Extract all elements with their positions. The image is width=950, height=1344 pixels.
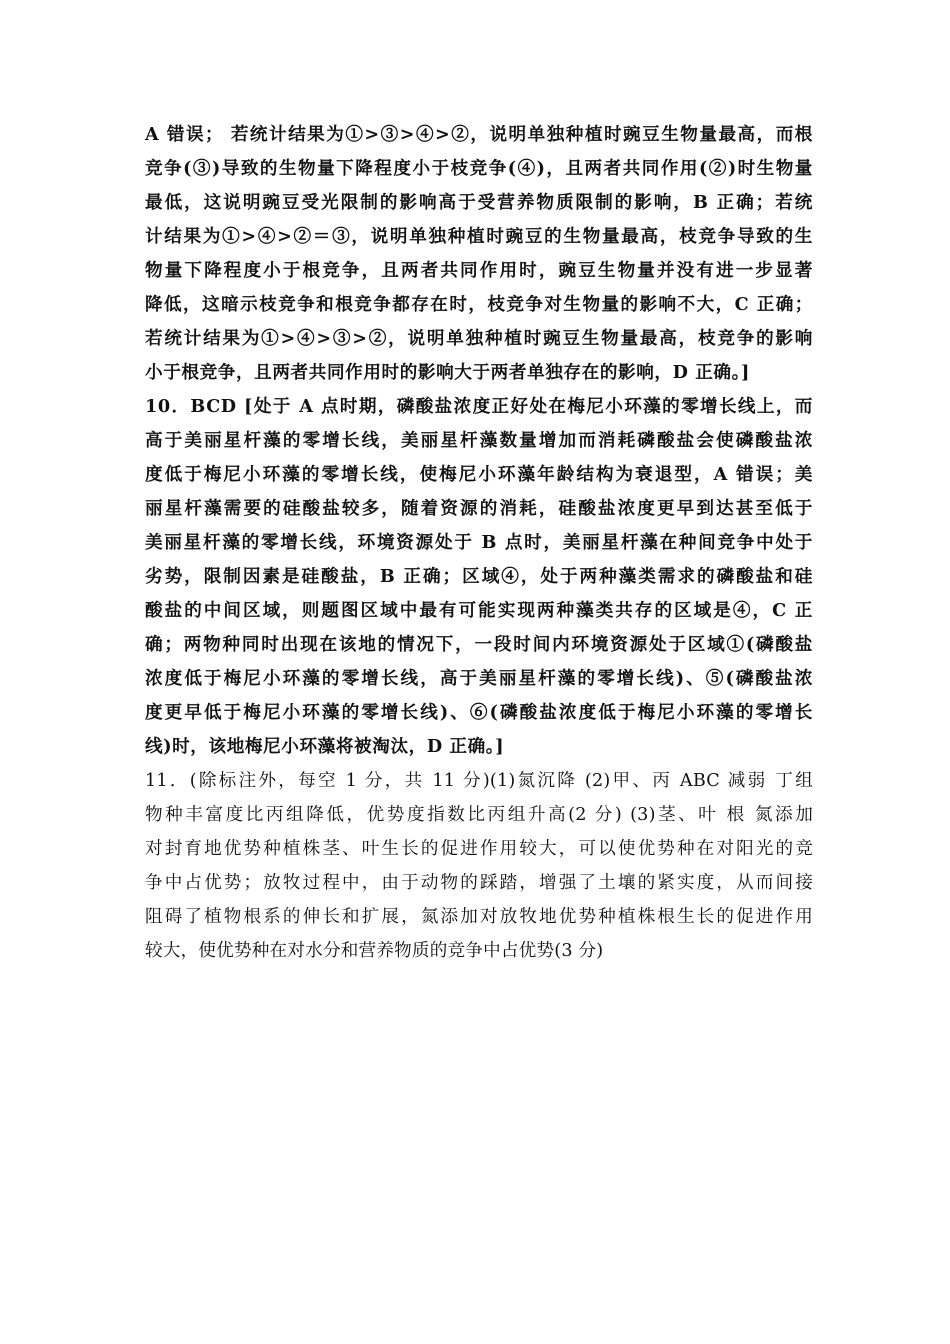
text-line: 劣势，限制因素是硅酸盐，B 正确；区域④，处于两种藻类需求的磷酸盐和硅 bbox=[145, 566, 813, 587]
answer-text-block bbox=[145, 118, 813, 968]
text-line: 度更早低于梅尼小环藻的零增长线)、⑥(磷酸盐浓度低于梅尼小环藻的零增长 bbox=[145, 702, 813, 723]
text-line: 对封育地优势种植株茎、叶生长的促进作用较大，可以使优势种在对阳光的竞 bbox=[145, 839, 813, 859]
text-line: 浓度低于梅尼小环藻的零增长线，高于美丽星杆藻的零增长线)、⑤(磷酸盐浓 bbox=[145, 668, 813, 689]
text-line: 度低于梅尼小环藻的零增长线，使梅尼小环藻年龄结构为衰退型，A 错误；美 bbox=[145, 464, 813, 485]
text-line: 较大，使优势种在对水分和营养物质的竞争中占优势(3 分) bbox=[145, 941, 604, 961]
text-line: 竞争(③)导致的生物量下降程度小于枝竞争(④)，且两者共同作用(②)时生物量 bbox=[145, 158, 813, 179]
text-line: 美丽星杆藻的零增长线，环境资源处于 B 点时，美丽星杆藻在种间竞争中处于 bbox=[145, 532, 813, 553]
text-line: 最低，这说明豌豆受光限制的影响高于受营养物质限制的影响，B 正确；若统 bbox=[145, 192, 813, 213]
text-line: 阻碍了植物根系的伸长和扩展，氮添加对放牧地优势种植株根生长的促进作用 bbox=[145, 907, 813, 927]
text-line: A 错误； 若统计结果为①>③>④>②，说明单独种植时豌豆生物量最高，而根 bbox=[145, 124, 813, 145]
text-line: 10．BCD [处于 A 点时期，磷酸盐浓度正好处在梅尼小环藻的零增长线上，而 bbox=[145, 396, 813, 417]
text-line: 物种丰富度比丙组降低，优势度指数比丙组升高(2 分) (3)茎、叶 根 氮添加 bbox=[145, 805, 813, 825]
text-line: 11．(除标注外，每空 1 分，共 11 分)(1)氮沉降 (2)甲、丙 ABC 减弱 丁组 bbox=[145, 771, 813, 791]
text-line: 若统计结果为①>④>③>②，说明单独种植时豌豆生物量最高，枝竞争的影响 bbox=[145, 328, 813, 349]
text-line: 降低，这暗示枝竞争和根竞争都存在时，枝竞争对生物量的影响不大，C 正确； bbox=[145, 294, 813, 315]
text-line: 计结果为①>④>②＝③，说明单独种植时豌豆的生物量最高，枝竞争导致的生 bbox=[145, 226, 813, 247]
text-line: 酸盐的中间区域，则题图区域中最有可能实现两种藻类共存的区域是④，C 正 bbox=[145, 600, 813, 621]
text-line: 争中占优势；放牧过程中，由于动物的踩踏，增强了土壤的紧实度，从而间接 bbox=[145, 873, 813, 893]
text-line: 线)时，该地梅尼小环藻将被淘汰，D 正确。] bbox=[145, 736, 505, 757]
text-line: 物量下降程度小于根竞争，且两者共同作用时，豌豆生物量并没有进一步显著 bbox=[145, 260, 813, 281]
text-line: 确；两物种同时出现在该地的情况下，一段时间内环境资源处于区域①(磷酸盐 bbox=[145, 634, 813, 655]
text-line: 丽星杆藻需要的硅酸盐较多，随着资源的消耗，硅酸盐浓度更早到达甚至低于 bbox=[145, 498, 813, 519]
text-line: 小于根竞争，且两者共同作用时的影响大于两者单独存在的影响，D 正确。] bbox=[145, 362, 750, 383]
text-line: 高于美丽星杆藻的零增长线，美丽星杆藻数量增加而消耗磷酸盐会使磷酸盐浓 bbox=[145, 430, 813, 451]
